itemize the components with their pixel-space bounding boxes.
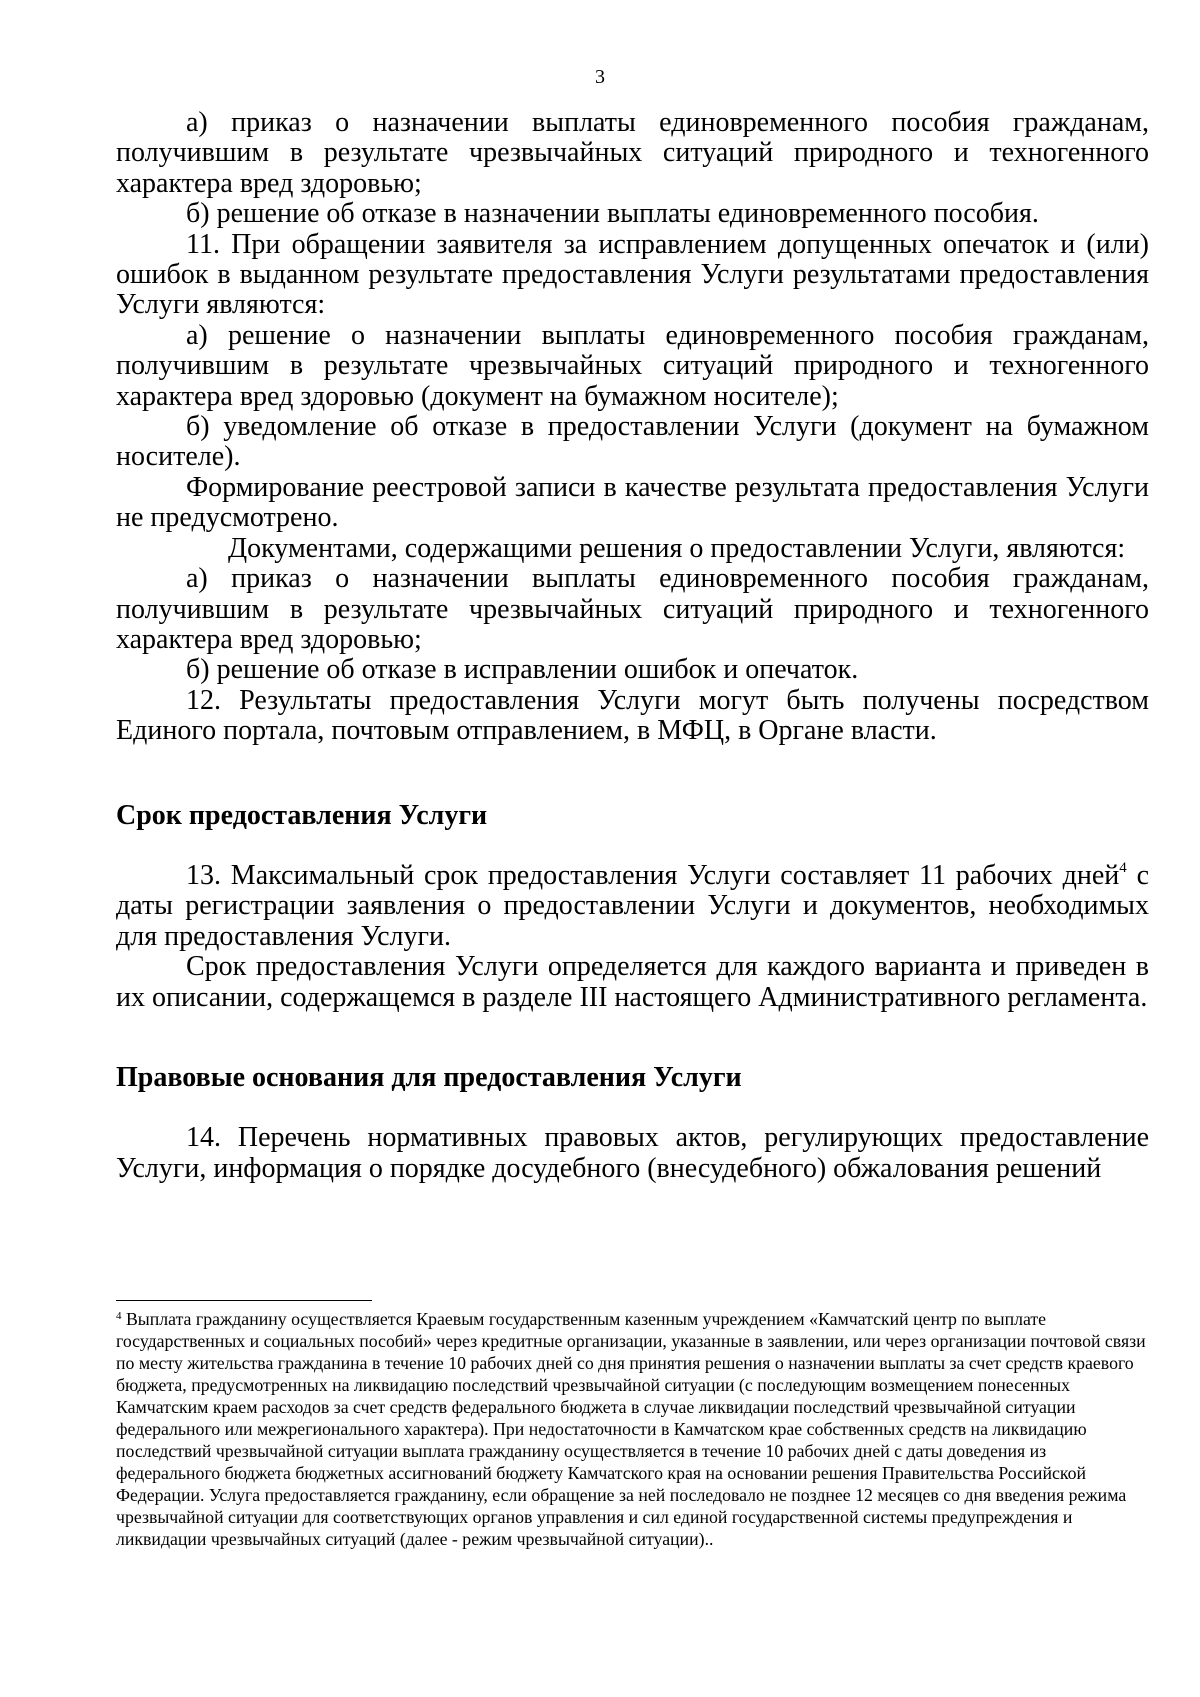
paragraph-11a-decision: а) решение о назначении выплаты единовременного пособия гражданам, получившим в результате чрезвычайных ситуаций природного и техногенного характера вред здоровью (документ на бумажном носителе); xyxy=(116,319,1149,412)
footnote-number: 4 xyxy=(116,1310,122,1322)
document-body xyxy=(116,108,1149,1184)
footnote-separator xyxy=(116,1300,372,1301)
paragraph-11: 11. При обращении заявителя за исправлением допущенных опечаток и (или) ошибок в выданном результате предоставления Услуги результатами предоставления Услуги являются: xyxy=(116,228,1149,321)
paragraph-docs-b-refusal: б) решение об отказе в исправлении ошибок и опечаток. xyxy=(186,654,859,686)
section-heading-legal-basis: Правовые основания для предоставления Услуги xyxy=(116,1061,742,1093)
paragraph-14: 14. Перечень нормативных правовых актов, регулирующих предоставление Услуги, информация о порядке досудебного (внесудебного) обжалования решений xyxy=(116,1122,1149,1184)
paragraph-13-text-end: с даты регистрации заявления о предоставлении Услуги и документов, необходимых для предоставления Услуги. xyxy=(116,859,1150,952)
footnote-4 xyxy=(116,1308,1149,1550)
section-heading-term: Срок предоставления Услуги xyxy=(116,799,488,831)
paragraph-11b-notice: б) уведомление об отказе в предоставлении Услуги (документ на бумажном носителе). xyxy=(116,411,1149,473)
page-number: 3 xyxy=(595,66,605,88)
paragraph-13-term-variants: Срок предоставления Услуги определяется для каждого варианта и приведен в их описании, содержащемся в разделе III настоящего Административного регламента. xyxy=(116,951,1149,1013)
paragraph-10a-order: а) приказ о назначении выплаты единовременного пособия гражданам, получившим в результате чрезвычайных ситуаций природного и техногенного характера вред здоровью; xyxy=(116,107,1149,199)
paragraph-docs-a-order: а) приказ о назначении выплаты единовременного пособия гражданам, получившим в результате чрезвычайных ситуаций природного и техногенного характера вред здоровью; xyxy=(116,563,1149,655)
footnote-text: Выплата гражданину осуществляется Краевым государственным казенным учреждением «Камчатский центр по выплате государственных и социальных пособий» через кредитные организации, указанные в заявлении, или через организации почтовой связи по месту жительства гражданина в течение 10 рабочих дней со дня принятия решения о назначении выплаты за счет средств краевого бюджета, предусмотренных на ликвидацию последствий чрезвычайной ситуации (с последующим возмещением понесенных Камчатским краем расходов за счет средств федерального бюджета в случае ликвидации последствий чрезвычайной ситуации федерального или межрегионального характера). При недостаточности в Камчатском крае собственных средств на ликвидацию последствий чрезвычайной ситуации выплата гражданину осуществляется в течение 10 рабочих дней с даты доведения из федерального бюджета бюджетных ассигнований бюджету Камчатского края на основании решения Правительства Российской Федерации. Услуга предоставляется гражданину, если обращение за ней последовало не позднее 12 месяцев со дня введения режима чрезвычайной ситуации для соответствующих органов управления и сил единой государственной системы предупреждения и ликвидации чрезвычайных ситуаций (далее - режим чрезвычайной ситуации).. xyxy=(116,1309,1146,1549)
paragraph-registry-record: Формирование реестровой записи в качестве результата предоставления Услуги не предусмотрено. xyxy=(116,471,1149,534)
footnote-reference[interactable]: 4 xyxy=(1119,859,1127,876)
paragraph-10b-refusal: б) решение об отказе в назначении выплаты единовременного пособия. xyxy=(186,198,1039,230)
paragraph-13 xyxy=(116,861,1149,952)
paragraph-decision-documents: Документами, содержащими решения о предоставлении Услуги, являются: xyxy=(228,532,1126,564)
paragraph-12: 12. Результаты предоставления Услуги могут быть получены посредством Единого портала, почтовым отправлением, в МФЦ, в Органе власти. xyxy=(116,684,1149,747)
paragraph-13-text-start: 13. Максимальный срок предоставления Услуги составляет 11 рабочих дней xyxy=(186,859,1120,891)
